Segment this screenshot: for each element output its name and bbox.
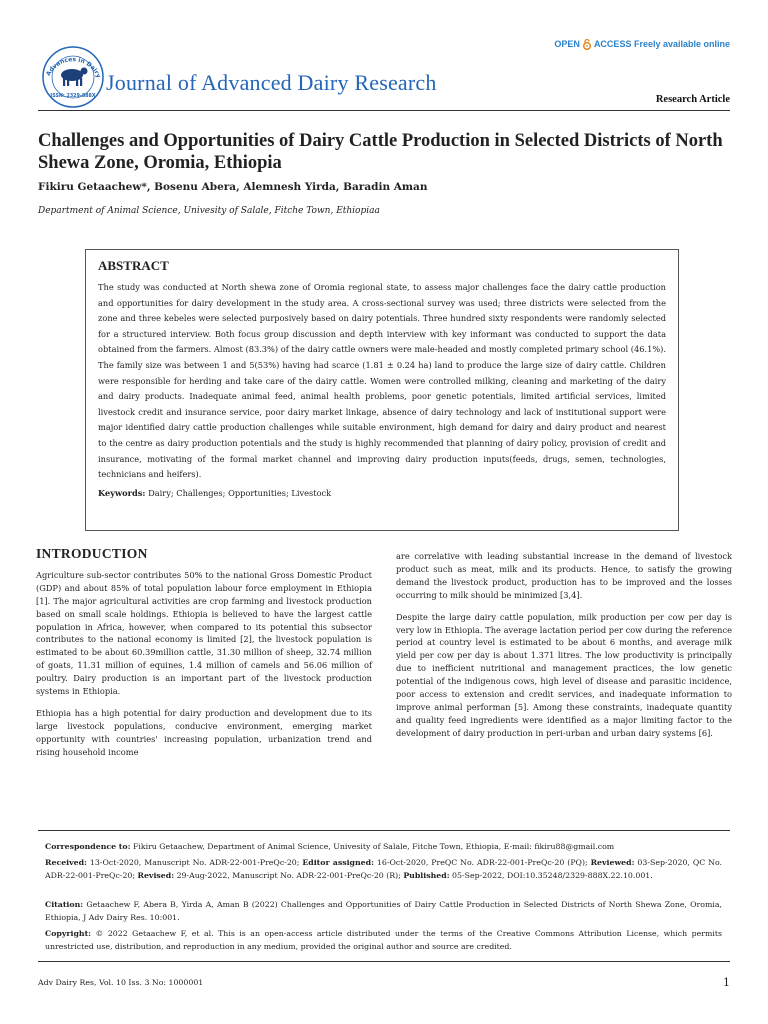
copyright-text: © 2022 Getaachew F, et al. This is an open-access article distributed under the terms of the Creative Commons Attribution License, which permits unrestricted use, distribution, and reproduction in any medium, provided the original author and source are credited. bbox=[45, 929, 722, 951]
author-list: Fikiru Getaachew*, Bosenu Abera, Alemnesh Yirda, Baradin Aman bbox=[38, 181, 428, 193]
open-access-badge bbox=[554, 38, 730, 50]
abstract-heading: ABSTRACT bbox=[98, 258, 169, 273]
page-footer-divider bbox=[38, 961, 730, 962]
page-number: 1 bbox=[723, 976, 730, 989]
citation-note bbox=[45, 899, 722, 924]
journal-logo-icon bbox=[38, 42, 108, 112]
article-title: Challenges and Opportunities of Dairy Cattle Production in Selected Districts of North Shewa Zone, Oromia, Ethiopia bbox=[38, 131, 723, 173]
body-paragraph: Despite the large dairy cattle population, milk production per cow per day is very low in Ethiopia. The average lactation period per cow during the reference period at country level is estimated to be about 6 months, and average milk yield per cow per day is about 1.371 litres. The low productivity is principally due to inefficient nutritional and management practices, the low genetic potential of the indigenous cows, high level of disease and parasitic incidence, poor access to extension and credit services, and inadequate information to improve animal performan [5]. Among these constraints, inadequate quantity and quality feed ingredients were identified as a major limiting factor to the development of dairy production in peri-urban and urban dairy systems [6]. bbox=[396, 611, 732, 738]
received-text: 13-Oct-2020, Manuscript No. ADR-22-001-PreQc-20; bbox=[86, 858, 303, 867]
keywords-label: Keywords: bbox=[98, 487, 146, 498]
footnote-divider bbox=[38, 830, 730, 831]
copyright-label: Copyright: bbox=[45, 929, 92, 938]
revised-text: 29-Aug-2022, Manuscript No. ADR-22-001-PreQc-20 (R); bbox=[174, 870, 404, 880]
open-access-prefix: OPEN bbox=[554, 39, 580, 49]
body-paragraph: are correlative with leading substantial increase in the demand of livestock product such as meat, milk and its products. Hence, to satisfy the growing demand the livestock product, production has to be improved and the losses occurring to milk should be minimized [3,4]. bbox=[396, 551, 732, 600]
body-paragraph: Agriculture sub-sector contributes 50% to the national Gross Domestic Product (GDP) and about 85% of total population labour force employment in Ethiopia [1]. The major agricultural activities are crop farming and livestock production based on small scale holdings. Ethiopia is believed to have the largest cattle population in Africa, however, when compared to its potential this subsector contributes to the national economy is limited [2], the livestock population is estimated to be about 60.39million cattle, 31.30 million of sheep, 32.74 million of goats, 11.31 million of equines, 1.4 million of camels and 56.06 million of poultry. Dairy production is an important part of the livestock production systems in Ethiopia. bbox=[36, 569, 372, 697]
correspondence-note bbox=[45, 841, 722, 854]
correspondence-label: Correspondence to: bbox=[45, 842, 131, 851]
abstract-box bbox=[85, 249, 679, 531]
journal-reference: Adv Dairy Res, Vol. 10 Iss. 3 No: 1000001 bbox=[38, 978, 204, 987]
dates-note bbox=[45, 857, 722, 882]
open-access-suffix: ACCESS Freely available online bbox=[593, 39, 730, 49]
editor-label: Editor assigned: bbox=[302, 858, 374, 867]
correspondence-text: Fikiru Getaachew, Department of Animal Science, Univesity of Salale, Fitche Town, Ethiopia, E-mail: fikiru88@gmail.com bbox=[130, 842, 615, 851]
header-divider bbox=[38, 110, 730, 111]
reviewed-label: Reviewed: bbox=[590, 858, 635, 867]
citation-label: Citation: bbox=[45, 900, 84, 909]
keywords-text: Dairy; Challenges; Opportunities; Livestock bbox=[145, 487, 332, 498]
keywords-line bbox=[98, 488, 666, 498]
article-type: Research Article bbox=[655, 94, 730, 105]
published-text: 05-Sep-2022, DOI:10.35248/2329-888X.22.10.001. bbox=[449, 870, 653, 880]
open-access-lock-icon bbox=[582, 38, 592, 50]
body-paragraph: Ethiopia has a high potential for dairy production and development due to its large livestock populations, conducive environment, emerging market opportunity with countries' increasing population, urbanization trend and rising household income bbox=[36, 707, 372, 757]
logo-issn-text: ISSN: 2329-888X bbox=[50, 94, 96, 99]
editor-text: 16-Oct-2020, PreQC No. ADR-22-001-PreQc-20 (PQ); bbox=[373, 858, 591, 867]
journal-logo bbox=[38, 42, 108, 112]
published-label: Published: bbox=[403, 870, 450, 880]
journal-title: Journal of Advanced Dairy Research bbox=[106, 70, 437, 95]
received-label: Received: bbox=[45, 858, 87, 867]
body-column-right bbox=[396, 550, 732, 749]
logo-arc-text: Advances in Dairy bbox=[44, 56, 103, 80]
reviewed-text: 03-Sep-2020, QC No. ADR-22-001-PreQc-20; bbox=[45, 858, 722, 880]
abstract-text: The study was conducted at North shewa zone of Oromia regional state, to assess major challenges face the dairy cattle production and opportunities for dairy development in the study area. A cross-sectional survey was used; three districts were selected from the zone and three kebeles were selected purposively based on dairy potentials. Three hundred sixty respondents were randomly selected for a structured interview. Both focus group discussion and depth interview with key informant was conducted to support the data obtained from the farmers. Almost (83.3%) of the dairy cattle owners were male-headed and mostly completed primary school (46.1%). The family size was between 1 and 5(53%) having had scarce (1.81 ± 0.24 ha) land to produce the large size of dairy cattle. Children were responsible for herding and take care of the dairy cattle. Women were controlled milking, cleaning and marketing of the dairy and dairy products. Inadequate animal feed, animal health problems, poor genetic potentials, limited artificial services, limited livestock credit and insurance service, poor dairy market linkage, absence of dairy technology and lack of institutional support were major identified dairy cattle production challenges while suitable environment, high demand for dairy and dairy product and nearest to the centre as dairy production potentials and the study is highly recommended that planning of dairy policy, provision of credit and insurance, motivating of the formal market channel and improving dairy production inputs(feeds, drugs, semen, technologies, technicians and heifers). bbox=[98, 282, 666, 480]
body-column-left bbox=[36, 548, 372, 768]
author-affiliation: Department of Animal Science, Univesity of Salale, Fitche Town, Ethiopiaa bbox=[38, 206, 380, 216]
revised-label: Revised: bbox=[137, 870, 175, 880]
introduction-heading: INTRODUCTION bbox=[36, 546, 148, 561]
citation-text: Getaachew F, Abera B, Yirda A, Aman B (2022) Challenges and Opportunities of Dairy Cattle Production in Selected Districts of North Shewa Zone, Oromia, Ethiopia, J Adv Dairy Res. 10:001. bbox=[45, 900, 722, 922]
copyright-note bbox=[45, 928, 722, 953]
